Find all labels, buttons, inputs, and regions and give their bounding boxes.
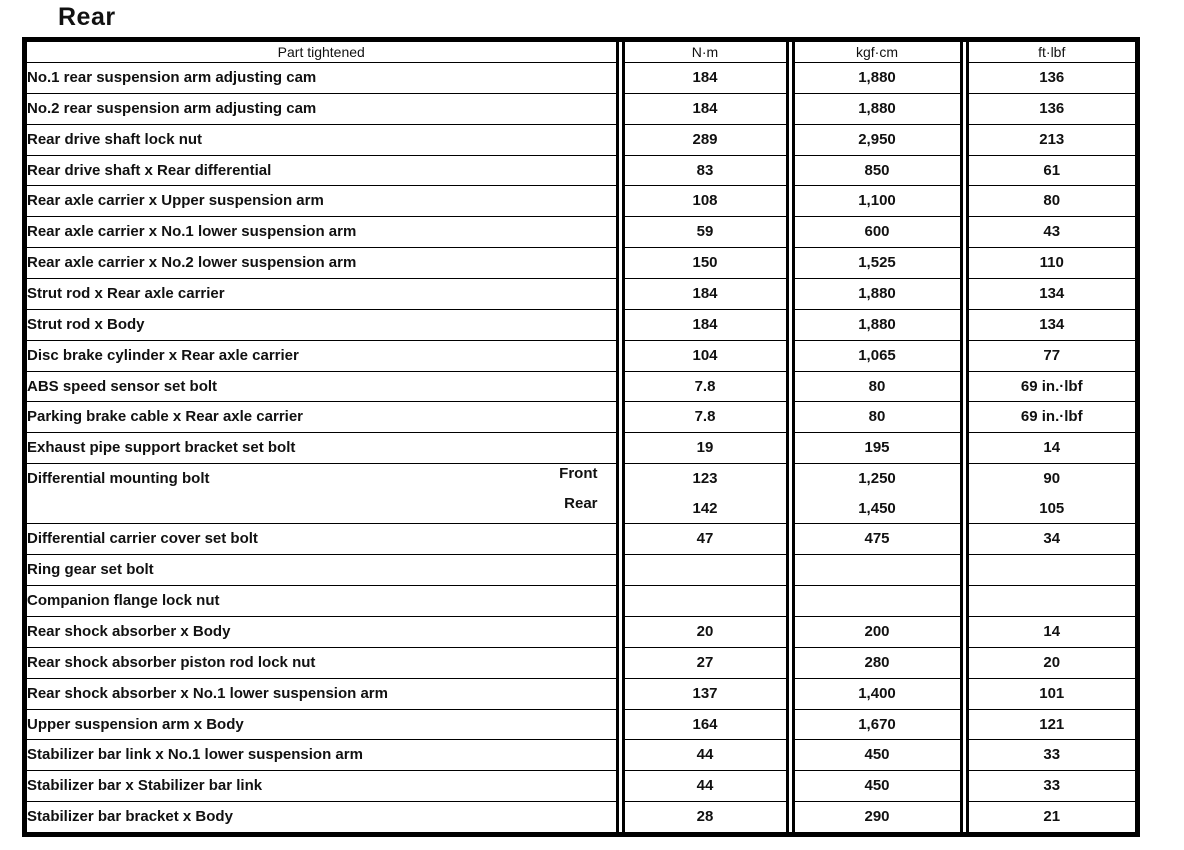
part-name: Disc brake cylinder x Rear axle carrier (27, 346, 299, 364)
part-name-cell (27, 555, 620, 586)
part-name-cell (27, 524, 620, 555)
table-row (27, 647, 1135, 678)
table-row (27, 248, 1135, 279)
part-name-cell (27, 93, 620, 124)
torque-kgf-cell: 1,670 (790, 709, 964, 740)
table-row (27, 617, 1135, 648)
torque-ft-cell: 90 (964, 464, 1135, 494)
torque-nm-cell: 27 (620, 647, 790, 678)
table-row (27, 371, 1135, 402)
table-row (27, 186, 1135, 217)
part-name: Stabilizer bar link x No.1 lower suspension arm (27, 746, 363, 764)
torque-ft-cell: 14 (964, 617, 1135, 648)
position-label: Rear (564, 494, 598, 512)
part-name: Companion flange lock nut (27, 592, 220, 610)
torque-spec-table (27, 42, 1135, 832)
torque-nm-cell: 137 (620, 678, 790, 709)
torque-kgf-cell: 1,880 (790, 93, 964, 124)
torque-ft-cell: 34 (964, 524, 1135, 555)
table-row (27, 309, 1135, 340)
torque-nm-cell: 123 (620, 464, 790, 494)
table-row (27, 63, 1135, 94)
torque-nm-cell: 7.8 (620, 371, 790, 402)
header-kgf: kgf·cm (790, 42, 964, 63)
table-row (27, 464, 1135, 494)
part-name-cell (27, 494, 620, 524)
part-name: Rear drive shaft x Rear differential (27, 161, 272, 179)
torque-kgf-cell (790, 555, 964, 586)
part-name: Rear axle carrier x No.2 lower suspension arm (27, 254, 357, 272)
part-name-cell (27, 771, 620, 802)
part-name-cell (27, 464, 620, 494)
part-name: Differential carrier cover set bolt (27, 530, 258, 548)
table-row (27, 494, 1135, 524)
torque-ft-cell: 110 (964, 248, 1135, 279)
torque-ft-cell: 43 (964, 217, 1135, 248)
header-nm: N·m (620, 42, 790, 63)
torque-kgf-cell: 200 (790, 617, 964, 648)
table-row (27, 740, 1135, 771)
table-row (27, 586, 1135, 617)
torque-ft-cell: 136 (964, 93, 1135, 124)
part-name-cell (27, 433, 620, 464)
torque-nm-cell: 104 (620, 340, 790, 371)
part-name: Rear shock absorber x Body (27, 622, 231, 640)
part-name: Stabilizer bar x Stabilizer bar link (27, 777, 263, 795)
part-name-cell (27, 647, 620, 678)
torque-nm-cell: 44 (620, 771, 790, 802)
torque-nm-cell: 44 (620, 740, 790, 771)
table-row (27, 433, 1135, 464)
part-name-cell (27, 217, 620, 248)
torque-nm-cell (620, 586, 790, 617)
torque-nm-cell: 164 (620, 709, 790, 740)
torque-nm-cell: 142 (620, 494, 790, 524)
table-row (27, 771, 1135, 802)
torque-ft-cell (964, 586, 1135, 617)
section-title: Rear (58, 3, 116, 31)
part-name: Rear axle carrier x Upper suspension arm (27, 192, 324, 210)
part-name: Strut rod x Body (27, 315, 145, 333)
torque-ft-cell: 20 (964, 647, 1135, 678)
torque-kgf-cell: 1,880 (790, 279, 964, 310)
part-name-cell (27, 617, 620, 648)
header-part: Part tightened (27, 42, 620, 63)
torque-ft-cell: 33 (964, 740, 1135, 771)
torque-ft-cell: 134 (964, 309, 1135, 340)
torque-nm-cell: 184 (620, 309, 790, 340)
part-name-cell (27, 371, 620, 402)
part-name-cell (27, 186, 620, 217)
torque-kgf-cell: 475 (790, 524, 964, 555)
torque-kgf-cell: 1,880 (790, 309, 964, 340)
part-name-cell (27, 63, 620, 94)
torque-nm-cell: 289 (620, 124, 790, 155)
torque-ft-cell: 69 in.·lbf (964, 402, 1135, 433)
torque-ft-cell: 77 (964, 340, 1135, 371)
table-row (27, 709, 1135, 740)
torque-ft-cell: 14 (964, 433, 1135, 464)
torque-nm-cell: 28 (620, 802, 790, 832)
part-name-cell (27, 678, 620, 709)
position-label: Front (559, 465, 598, 483)
table-row (27, 555, 1135, 586)
torque-kgf-cell: 80 (790, 371, 964, 402)
torque-nm-cell: 150 (620, 248, 790, 279)
torque-kgf-cell: 1,450 (790, 494, 964, 524)
torque-kgf-cell: 450 (790, 771, 964, 802)
part-name-cell (27, 309, 620, 340)
torque-ft-cell: 33 (964, 771, 1135, 802)
torque-kgf-cell (790, 586, 964, 617)
part-name: Strut rod x Rear axle carrier (27, 284, 225, 302)
part-name: Exhaust pipe support bracket set bolt (27, 439, 296, 457)
part-name-cell (27, 740, 620, 771)
part-name: Rear drive shaft lock nut (27, 130, 203, 148)
torque-kgf-cell: 850 (790, 155, 964, 186)
table-header-row (27, 42, 1135, 63)
torque-ft-cell: 101 (964, 678, 1135, 709)
torque-ft-cell: 136 (964, 63, 1135, 94)
part-name: Rear shock absorber piston rod lock nut (27, 653, 316, 671)
torque-kgf-cell: 280 (790, 647, 964, 678)
table-row (27, 678, 1135, 709)
part-name: ABS speed sensor set bolt (27, 377, 218, 395)
torque-kgf-cell: 1,250 (790, 464, 964, 494)
torque-nm-cell: 47 (620, 524, 790, 555)
torque-kgf-cell: 195 (790, 433, 964, 464)
torque-kgf-cell: 290 (790, 802, 964, 832)
torque-nm-cell: 184 (620, 93, 790, 124)
torque-kgf-cell: 80 (790, 402, 964, 433)
torque-ft-cell: 213 (964, 124, 1135, 155)
table-row (27, 155, 1135, 186)
torque-spec-table-frame (22, 37, 1140, 837)
torque-nm-cell: 59 (620, 217, 790, 248)
torque-nm-cell (620, 555, 790, 586)
part-name: Stabilizer bar bracket x Body (27, 808, 233, 826)
part-name: Differential mounting bolt (27, 469, 210, 487)
torque-ft-cell: 105 (964, 494, 1135, 524)
torque-ft-cell: 121 (964, 709, 1135, 740)
torque-ft-cell: 80 (964, 186, 1135, 217)
torque-nm-cell: 184 (620, 279, 790, 310)
part-name: Upper suspension arm x Body (27, 715, 244, 733)
part-name-cell (27, 586, 620, 617)
torque-nm-cell: 184 (620, 63, 790, 94)
part-name: Ring gear set bolt (27, 561, 154, 579)
torque-kgf-cell: 450 (790, 740, 964, 771)
table-row (27, 217, 1135, 248)
torque-kgf-cell: 1,100 (790, 186, 964, 217)
torque-ft-cell: 21 (964, 802, 1135, 832)
part-name-cell (27, 248, 620, 279)
part-name-cell (27, 340, 620, 371)
part-name-cell (27, 279, 620, 310)
torque-nm-cell: 83 (620, 155, 790, 186)
part-name: No.1 rear suspension arm adjusting cam (27, 68, 317, 86)
part-name: Rear axle carrier x No.1 lower suspension arm (27, 223, 357, 241)
torque-kgf-cell: 1,880 (790, 63, 964, 94)
torque-kgf-cell: 2,950 (790, 124, 964, 155)
part-name-cell (27, 124, 620, 155)
part-name-cell (27, 802, 620, 832)
header-ft: ft·lbf (964, 42, 1135, 63)
torque-kgf-cell: 600 (790, 217, 964, 248)
part-name-cell (27, 402, 620, 433)
table-row (27, 340, 1135, 371)
torque-ft-cell: 69 in.·lbf (964, 371, 1135, 402)
part-name: Parking brake cable x Rear axle carrier (27, 408, 304, 426)
table-row (27, 93, 1135, 124)
torque-ft-cell (964, 555, 1135, 586)
table-row (27, 279, 1135, 310)
torque-nm-cell: 108 (620, 186, 790, 217)
part-name: No.2 rear suspension arm adjusting cam (27, 99, 317, 117)
table-row (27, 802, 1135, 832)
table-row (27, 524, 1135, 555)
torque-ft-cell: 134 (964, 279, 1135, 310)
torque-nm-cell: 19 (620, 433, 790, 464)
torque-nm-cell: 20 (620, 617, 790, 648)
part-name-cell (27, 155, 620, 186)
torque-ft-cell: 61 (964, 155, 1135, 186)
part-name-cell (27, 709, 620, 740)
torque-kgf-cell: 1,065 (790, 340, 964, 371)
torque-kgf-cell: 1,400 (790, 678, 964, 709)
torque-kgf-cell: 1,525 (790, 248, 964, 279)
table-row (27, 124, 1135, 155)
part-name: Rear shock absorber x No.1 lower suspension arm (27, 684, 388, 702)
torque-nm-cell: 7.8 (620, 402, 790, 433)
table-row (27, 402, 1135, 433)
table-body (27, 63, 1135, 833)
